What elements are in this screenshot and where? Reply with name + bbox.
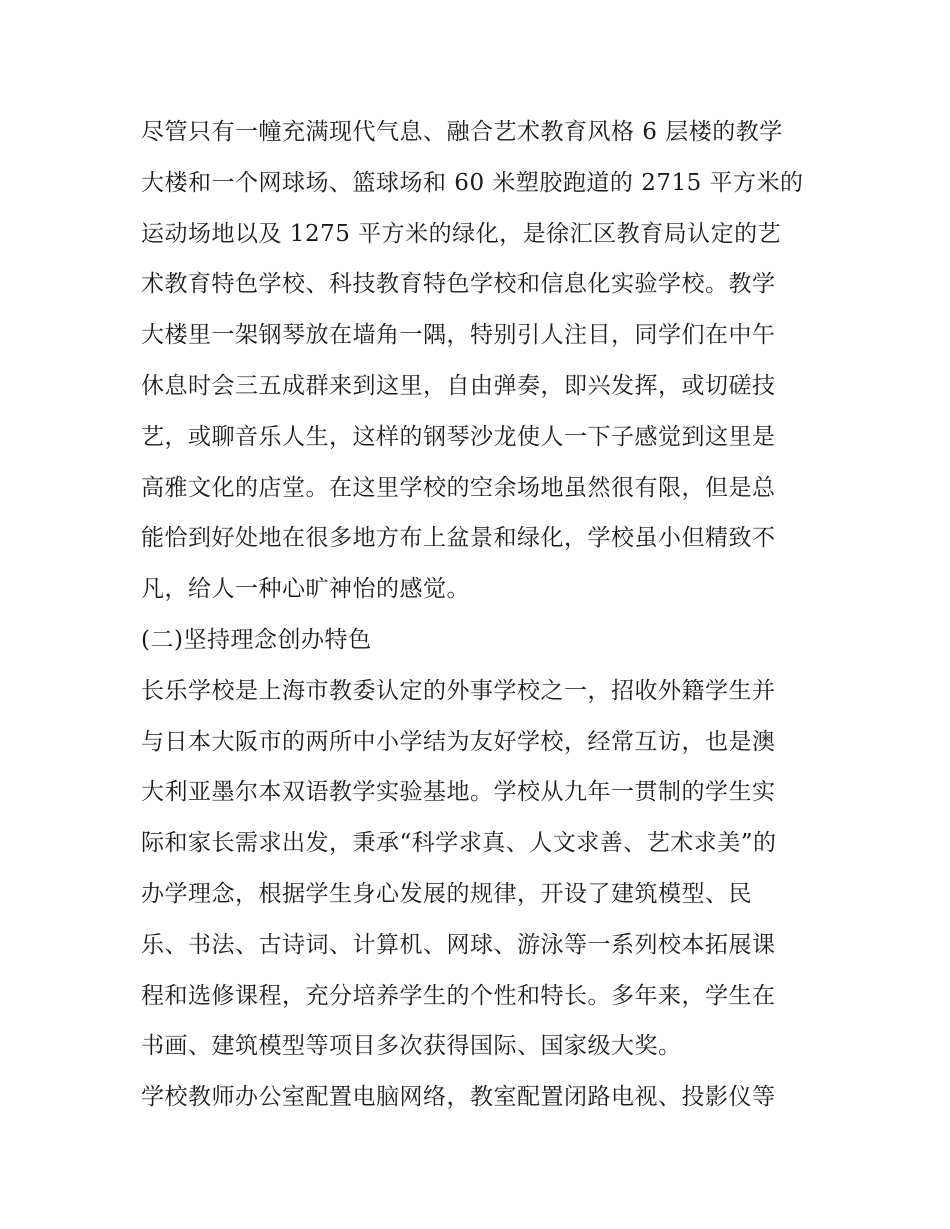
text-line: 运动场地以及 1275 平方米的绿化，是徐汇区教育局认定的艺: [141, 220, 782, 247]
text-line: 尽管只有一幢充满现代气息、融合艺术教育风格 6 层楼的教学: [141, 119, 783, 145]
section-heading: (二)坚持理念创办特色: [141, 626, 372, 653]
text-line: 大楼和一个网球场、篮球场和 60 米塑胶跑道的 2715 平方米的: [141, 169, 804, 196]
text-line: 乐、书法、古诗词、计算机、网球、游泳等一系列校本拓展课: [141, 931, 776, 958]
text-line: 办学理念，根据学生身心发展的规律，开设了建筑模型、民: [141, 880, 752, 907]
body-text: [141, 107, 813, 1123]
text-line: 长乐学校是上海市教委认定的外事学校之一，招收外籍学生并: [141, 677, 776, 704]
text-line: 艺，或聊音乐人生，这样的钢琴沙龙使人一下子感觉到这里是: [141, 423, 776, 450]
text-line: 能恰到好处地在很多地方布上盆景和绿化，学校虽小但精致不: [141, 525, 776, 552]
text-line: 程和选修课程，充分培养学生的个性和特长。多年来，学生在: [141, 982, 776, 1009]
text-line: 与日本大阪市的两所中小学结为友好学校，经常互访，也是澳: [141, 728, 776, 755]
text-line: 大楼里一架钢琴放在墙角一隅，特别引人注目，同学们在中午: [141, 322, 776, 349]
text-line: 休息时会三五成群来到这里，自由弹奏，即兴发挥，或切磋技: [141, 372, 776, 399]
text-line: 大利亚墨尔本双语教学实验基地。学校从九年一贯制的学生实: [141, 779, 776, 806]
text-line: 术教育特色学校、科技教育特色学校和信息化实验学校。教学: [141, 271, 776, 298]
text-line: 高雅文化的店堂。在这里学校的空余场地虽然很有限，但是总: [141, 474, 776, 501]
text-line: 书画、建筑模型等项目多次获得国际、国家级大奖。: [141, 1033, 682, 1060]
text-line: 凡，给人一种心旷神怡的感觉。: [141, 576, 470, 603]
text-line: 学校教师办公室配置电脑网络，教室配置闭路电视、投影仪等: [141, 1084, 776, 1111]
text-line: 际和家长需求出发，秉承“科学求真、人文求善、艺术求美”的: [141, 830, 777, 857]
